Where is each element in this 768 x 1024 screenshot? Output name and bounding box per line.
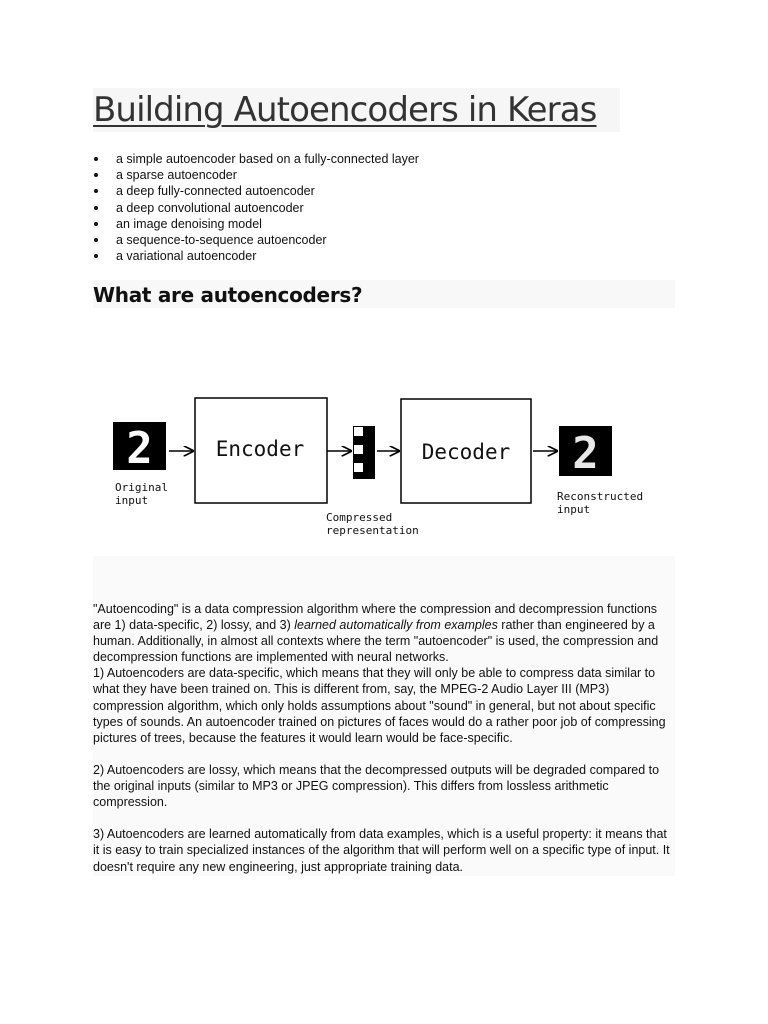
paragraph-learned: 3) Autoencoders are learned automatically from data examples, which is a useful property: it means that it is easy to train specialized instances of the algorithm that will perform well on a specific type of input. It doesn't require any new engineering, just appropriate training data. bbox=[93, 827, 670, 874]
original-input-label: Original bbox=[115, 481, 168, 494]
list-item: an image denoising model bbox=[93, 216, 419, 232]
original-digit-image bbox=[113, 422, 166, 474]
encoder-label: Encoder bbox=[215, 437, 305, 461]
list-item: a variational autoencoder bbox=[93, 248, 419, 264]
paragraph-data-specific: 1) Autoencoders are data-specific, which means that they will only be able to compress data similar to what they have been trained on. This is different from, say, the MPEG-2 Audio Layer III (MP3) compression algorithm, which only holds assumptions about "sound" in general, but not about specific types of sounds. An autoencoder trained on pictures of faces would do a rather poor job of compressing pictures of trees, because the features it would learn would be face-specific. bbox=[93, 666, 666, 745]
compressed-label: Compressed bbox=[326, 511, 393, 524]
reconstructed-input-label: input bbox=[557, 503, 591, 516]
reconstructed-digit-image bbox=[559, 426, 612, 479]
decoder-label: Decoder bbox=[421, 440, 511, 464]
list-item: a simple autoencoder based on a fully-connected layer bbox=[93, 151, 419, 167]
paragraph-lossy: 2) Autoencoders are lossy, which means that the decompressed outputs will be degraded compared to the original inputs (similar to MP3 or JPEG compression). This differs from lossless arithmetic compression. bbox=[93, 762, 660, 810]
reconstructed-input-label: Reconstructed bbox=[557, 490, 644, 503]
list-item: a sparse autoencoder bbox=[93, 167, 419, 183]
list-item: a sequence-to-sequence autoencoder bbox=[93, 232, 419, 248]
topic-list bbox=[93, 151, 419, 264]
paragraph-definition: "Autoencoding" is a data compression algorithm where the compression and decompression functions are 1) data-specific, 2) lossy, and 3) learned automatically from examples rather than engineered by a human. Additionally, in almost all contexts where the term "autoencoder" is used, the compression and decompression functions are implemented with neural networks. bbox=[93, 602, 659, 665]
section-heading: What are autoencoders? bbox=[93, 280, 675, 308]
compressed-label: representation bbox=[326, 524, 419, 537]
reconstructed-digit: 2 bbox=[572, 428, 599, 479]
original-digit: 2 bbox=[126, 423, 153, 474]
compressed-representation-image bbox=[353, 426, 375, 479]
list-item: a deep fully-connected autoencoder bbox=[93, 183, 419, 199]
original-input-label: input bbox=[115, 494, 149, 507]
intro-paragraphs bbox=[93, 556, 675, 876]
list-item: a deep convolutional autoencoder bbox=[93, 200, 419, 216]
page-title: Building Autoencoders in Keras bbox=[93, 88, 620, 132]
autoencoder-diagram bbox=[110, 390, 670, 540]
